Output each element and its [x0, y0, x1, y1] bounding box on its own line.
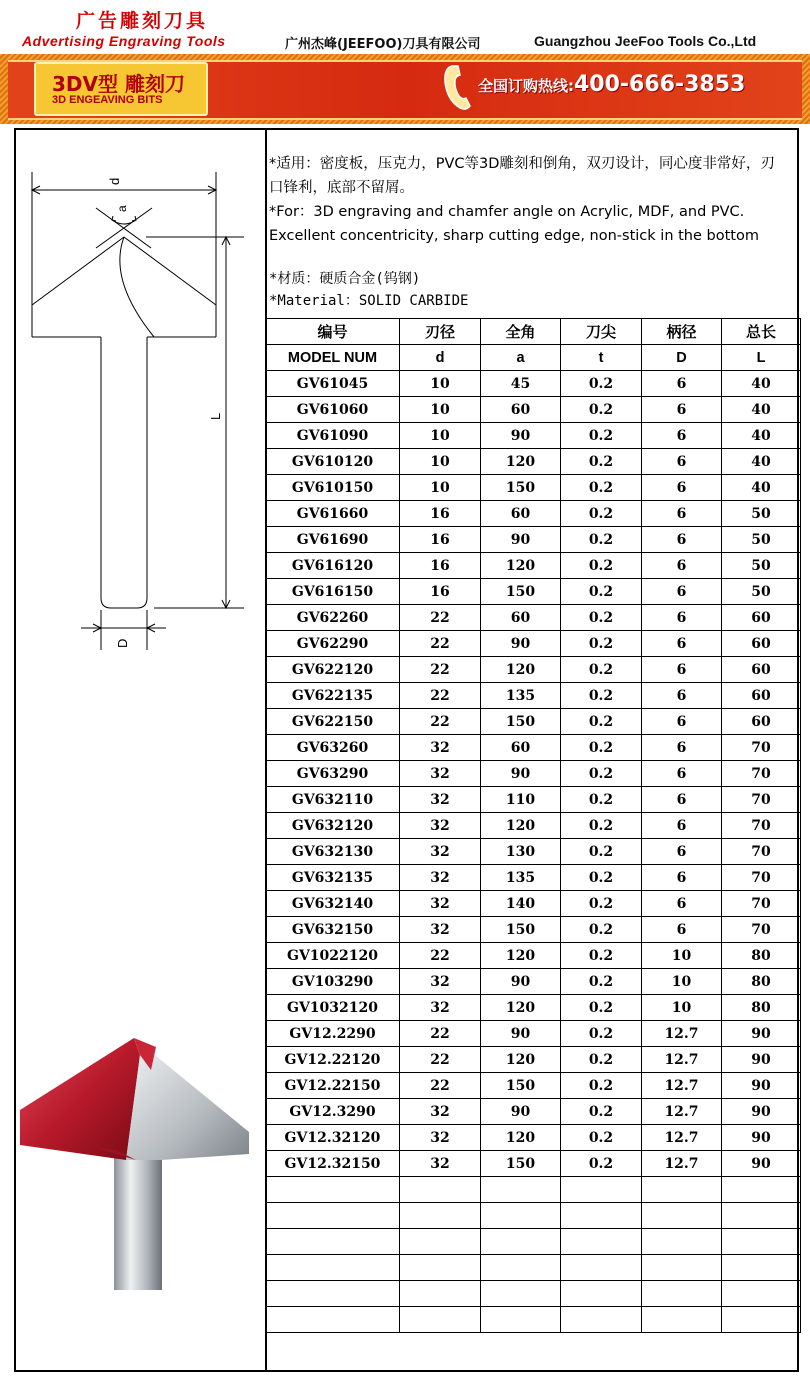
table-cell: 70 [722, 891, 801, 917]
table-row [266, 1021, 801, 1047]
table-row [266, 397, 801, 423]
table-cell: 70 [722, 813, 801, 839]
table-cell [266, 1229, 400, 1255]
table-cell [561, 1255, 642, 1281]
table-cell: 0.2 [561, 527, 642, 553]
table-cell: 0.2 [561, 449, 642, 475]
table-cell: 10 [400, 423, 481, 449]
table-row [266, 1073, 801, 1099]
table-cell: 90 [481, 1021, 561, 1047]
table-cell: GV632140 [266, 891, 400, 917]
table-cell: 120 [481, 813, 561, 839]
table-cell: 6 [642, 475, 722, 501]
table-cell: 80 [722, 943, 801, 969]
table-cell: 0.2 [561, 839, 642, 865]
table-header-cell: 编号 [266, 319, 400, 345]
table-header-cell: D [642, 345, 722, 371]
table-cell: 60 [722, 709, 801, 735]
table-cell: GV622135 [266, 683, 400, 709]
usage-description-en: *For：3D engraving and chamfer angle on Acrylic, MDF, and PVC. Excellent concentricity, sharp cutting edge, non-stick in the bottom [269, 204, 759, 244]
table-cell [642, 1203, 722, 1229]
table-cell: 40 [722, 475, 801, 501]
table-cell [722, 1229, 801, 1255]
table-cell [722, 1255, 801, 1281]
table-cell: 0.2 [561, 1047, 642, 1073]
table-cell: 120 [481, 1125, 561, 1151]
table-cell: 0.2 [561, 969, 642, 995]
table-cell [561, 1281, 642, 1307]
table-cell: GV12.3290 [266, 1099, 400, 1125]
product-photo [16, 910, 265, 1310]
table-cell: 6 [642, 787, 722, 813]
hotline [478, 72, 745, 97]
table-cell: 150 [481, 475, 561, 501]
table-row [266, 995, 801, 1021]
table-cell: 130 [481, 839, 561, 865]
table-cell [642, 1307, 722, 1333]
hotline-number: 400-666-3853 [574, 72, 746, 97]
table-cell: 6 [642, 839, 722, 865]
table-cell: 32 [400, 787, 481, 813]
table-cell: GV616120 [266, 553, 400, 579]
table-cell: 22 [400, 709, 481, 735]
illustration-panel [16, 130, 267, 1370]
table-cell [642, 1255, 722, 1281]
table-cell [561, 1203, 642, 1229]
table-cell: 90 [481, 423, 561, 449]
table-cell [722, 1203, 801, 1229]
table-empty-row [266, 1255, 801, 1281]
table-cell: GV1032120 [266, 995, 400, 1021]
phone-icon [442, 62, 476, 112]
table-cell: 12.7 [642, 1151, 722, 1177]
table-cell [266, 1177, 400, 1203]
table-cell: 80 [722, 969, 801, 995]
table-cell: 0.2 [561, 995, 642, 1021]
table-cell: 10 [400, 397, 481, 423]
table-row [266, 761, 801, 787]
table-cell: 32 [400, 839, 481, 865]
table-cell: 12.7 [642, 1047, 722, 1073]
table-cell: 12.7 [642, 1073, 722, 1099]
table-row [266, 371, 801, 397]
table-cell: GV62290 [266, 631, 400, 657]
table-row [266, 1125, 801, 1151]
table-cell: 120 [481, 995, 561, 1021]
table-cell: 6 [642, 735, 722, 761]
table-cell: 0.2 [561, 683, 642, 709]
table-cell: 6 [642, 553, 722, 579]
table-cell: 90 [722, 1151, 801, 1177]
table-cell: GV61060 [266, 397, 400, 423]
table-cell: 16 [400, 527, 481, 553]
table-cell: 120 [481, 943, 561, 969]
table-cell: GV1022120 [266, 943, 400, 969]
table-cell: 32 [400, 1099, 481, 1125]
table-cell: 6 [642, 631, 722, 657]
table-cell: 0.2 [561, 865, 642, 891]
table-cell: 6 [642, 891, 722, 917]
table-cell: 60 [722, 683, 801, 709]
table-cell: 0.2 [561, 397, 642, 423]
table-header-cell: 刃径 [400, 319, 481, 345]
table-cell: 0.2 [561, 1099, 642, 1125]
table-cell: 16 [400, 553, 481, 579]
table-cell: 45 [481, 371, 561, 397]
table-cell [722, 1307, 801, 1333]
table-cell: 6 [642, 709, 722, 735]
table-row [266, 449, 801, 475]
table-cell [266, 1203, 400, 1229]
table-cell: GV62260 [266, 605, 400, 631]
table-header-cell: 全角 [481, 319, 561, 345]
table-cell: 0.2 [561, 423, 642, 449]
table-cell: GV610120 [266, 449, 400, 475]
table-cell: 10 [400, 475, 481, 501]
product-title-en: 3D ENGEAVING BITS [52, 94, 163, 106]
table-cell: 32 [400, 761, 481, 787]
table-cell: 120 [481, 449, 561, 475]
dimension-label-d: d [107, 177, 122, 185]
table-cell: 10 [400, 449, 481, 475]
table-cell [481, 1203, 561, 1229]
table-cell: 12.7 [642, 1099, 722, 1125]
table-cell: 10 [400, 371, 481, 397]
table-row [266, 1047, 801, 1073]
table-cell: 60 [481, 735, 561, 761]
table-cell [561, 1307, 642, 1333]
table-cell: 90 [722, 1021, 801, 1047]
table-cell: 6 [642, 683, 722, 709]
table-cell: 120 [481, 657, 561, 683]
table-cell: 10 [642, 969, 722, 995]
table-cell: 0.2 [561, 579, 642, 605]
page-header [0, 0, 810, 56]
table-cell: 90 [722, 1125, 801, 1151]
table-cell: 6 [642, 657, 722, 683]
table-cell: GV12.2290 [266, 1021, 400, 1047]
table-cell: 22 [400, 683, 481, 709]
table-cell [642, 1177, 722, 1203]
table-cell: GV12.32120 [266, 1125, 400, 1151]
table-header-row-cn [266, 319, 801, 345]
table-cell [266, 1307, 400, 1333]
material-cn: *材质：硬质合金(钨钢) [269, 271, 421, 287]
table-empty-row [266, 1307, 801, 1333]
table-cell: 150 [481, 917, 561, 943]
table-row [266, 709, 801, 735]
table-cell: 150 [481, 579, 561, 605]
table-cell: 10 [642, 943, 722, 969]
table-cell [481, 1255, 561, 1281]
table-empty-row [266, 1229, 801, 1255]
table-cell: GV632130 [266, 839, 400, 865]
table-cell: 6 [642, 423, 722, 449]
table-empty-row [266, 1203, 801, 1229]
table-cell: 70 [722, 735, 801, 761]
table-cell: 6 [642, 397, 722, 423]
dimension-label-L: L [208, 412, 223, 420]
table-cell [481, 1281, 561, 1307]
table-cell: 50 [722, 553, 801, 579]
table-header-cell: 刀尖 [561, 319, 642, 345]
table-cell: 6 [642, 371, 722, 397]
table-cell: 50 [722, 579, 801, 605]
brand-title-en: Advertising Engraving Tools [22, 33, 226, 49]
product-title-cn: 3DV型 雕刻刀 [52, 72, 185, 96]
table-row [266, 787, 801, 813]
table-cell: 0.2 [561, 1073, 642, 1099]
table-header-cell: d [400, 345, 481, 371]
table-cell: 0.2 [561, 631, 642, 657]
table-cell: 6 [642, 579, 722, 605]
table-cell: GV622120 [266, 657, 400, 683]
table-row [266, 943, 801, 969]
table-cell: GV61090 [266, 423, 400, 449]
table-row [266, 735, 801, 761]
table-cell: 90 [481, 1099, 561, 1125]
technical-diagram [16, 130, 265, 650]
table-cell: 22 [400, 1021, 481, 1047]
table-cell: 60 [481, 397, 561, 423]
table-cell: GV12.22120 [266, 1047, 400, 1073]
table-cell: 32 [400, 813, 481, 839]
table-cell: 0.2 [561, 709, 642, 735]
table-cell: 22 [400, 631, 481, 657]
table-cell: 40 [722, 423, 801, 449]
table-cell: 0.2 [561, 813, 642, 839]
usage-description [269, 152, 789, 248]
table-cell: GV632135 [266, 865, 400, 891]
table-row [266, 1151, 801, 1177]
table-cell [642, 1229, 722, 1255]
table-cell: 70 [722, 865, 801, 891]
table-row [266, 475, 801, 501]
table-cell: 90 [722, 1047, 801, 1073]
table-row [266, 969, 801, 995]
table-cell: 120 [481, 553, 561, 579]
table-cell: 0.2 [561, 917, 642, 943]
table-cell [561, 1177, 642, 1203]
table-cell: 0.2 [561, 891, 642, 917]
table-cell: GV610150 [266, 475, 400, 501]
table-cell: 0.2 [561, 1151, 642, 1177]
table-cell: GV632120 [266, 813, 400, 839]
table-cell: 0.2 [561, 943, 642, 969]
table-cell: GV632150 [266, 917, 400, 943]
table-cell [400, 1203, 481, 1229]
table-row [266, 579, 801, 605]
table-cell: GV103290 [266, 969, 400, 995]
table-cell: 0.2 [561, 553, 642, 579]
table-row [266, 917, 801, 943]
table-cell: 60 [481, 605, 561, 631]
table-cell: 22 [400, 605, 481, 631]
company-name-en: Guangzhou JeeFoo Tools Co.,Ltd [534, 33, 757, 49]
table-cell [481, 1177, 561, 1203]
table-cell [400, 1229, 481, 1255]
table-cell [400, 1255, 481, 1281]
table-cell: 6 [642, 501, 722, 527]
table-cell: 6 [642, 605, 722, 631]
table-cell: 6 [642, 917, 722, 943]
table-cell: 0.2 [561, 657, 642, 683]
table-header-cell: L [722, 345, 801, 371]
table-cell: 150 [481, 709, 561, 735]
table-cell: 50 [722, 527, 801, 553]
table-cell: 70 [722, 761, 801, 787]
company-name-cn: 广州杰峰(JEEFOO)刀具有限公司 [285, 37, 481, 52]
table-cell: 135 [481, 865, 561, 891]
table-cell: 40 [722, 449, 801, 475]
table-cell: 90 [722, 1073, 801, 1099]
table-cell: 60 [481, 501, 561, 527]
table-cell: GV632110 [266, 787, 400, 813]
table-cell: 120 [481, 1047, 561, 1073]
table-cell [722, 1177, 801, 1203]
dimension-label-a: a [115, 205, 129, 212]
table-row [266, 605, 801, 631]
table-cell [400, 1281, 481, 1307]
table-cell: GV63260 [266, 735, 400, 761]
table-cell: 80 [722, 995, 801, 1021]
table-cell: 90 [481, 527, 561, 553]
table-cell: 10 [642, 995, 722, 1021]
product-title-box [34, 62, 208, 116]
table-cell: 90 [481, 969, 561, 995]
table-cell: 22 [400, 1073, 481, 1099]
material-en: *Material：SOLID CARBIDE [269, 293, 469, 309]
table-cell: 16 [400, 501, 481, 527]
dimension-label-D: D [115, 638, 130, 648]
table-cell: 40 [722, 371, 801, 397]
table-cell: 90 [481, 631, 561, 657]
table-cell: 22 [400, 657, 481, 683]
table-cell: 0.2 [561, 1125, 642, 1151]
table-row [266, 657, 801, 683]
table-cell: 32 [400, 969, 481, 995]
table-row [266, 839, 801, 865]
table-cell: 40 [722, 397, 801, 423]
table-header-cell: t [561, 345, 642, 371]
table-row [266, 553, 801, 579]
table-cell: 150 [481, 1073, 561, 1099]
table-cell: 6 [642, 527, 722, 553]
table-header-row-en [266, 345, 801, 371]
brand-title-cn: 广告雕刻刀具 [76, 10, 209, 32]
table-row [266, 865, 801, 891]
table-cell: 6 [642, 865, 722, 891]
table-cell: 32 [400, 865, 481, 891]
table-cell: 32 [400, 735, 481, 761]
table-row [266, 813, 801, 839]
table-cell: 0.2 [561, 735, 642, 761]
table-cell: 60 [722, 605, 801, 631]
table-cell: 0.2 [561, 787, 642, 813]
table-cell: 150 [481, 1151, 561, 1177]
table-empty-row [266, 1177, 801, 1203]
table-cell: 12.7 [642, 1125, 722, 1151]
table-cell: 50 [722, 501, 801, 527]
table-cell [642, 1281, 722, 1307]
table-row [266, 683, 801, 709]
table-cell [481, 1307, 561, 1333]
table-header-cell: 柄径 [642, 319, 722, 345]
table-cell: GV63290 [266, 761, 400, 787]
table-header-cell: 总长 [722, 319, 801, 345]
table-cell: 12.7 [642, 1021, 722, 1047]
table-row [266, 891, 801, 917]
table-row [266, 501, 801, 527]
table-cell: GV12.32150 [266, 1151, 400, 1177]
table-row [266, 527, 801, 553]
table-cell: 6 [642, 761, 722, 787]
table-cell [266, 1255, 400, 1281]
table-cell: 140 [481, 891, 561, 917]
table-cell: 70 [722, 839, 801, 865]
table-cell [722, 1281, 801, 1307]
table-cell [400, 1177, 481, 1203]
table-cell: 32 [400, 891, 481, 917]
table-cell: GV61045 [266, 371, 400, 397]
table-cell: 135 [481, 683, 561, 709]
table-cell: 0.2 [561, 475, 642, 501]
table-cell [561, 1229, 642, 1255]
table-cell: 90 [722, 1099, 801, 1125]
table-cell: 60 [722, 657, 801, 683]
table-cell: 70 [722, 917, 801, 943]
table-cell: 16 [400, 579, 481, 605]
table-cell: GV616150 [266, 579, 400, 605]
table-cell: 0.2 [561, 605, 642, 631]
spec-table [265, 318, 801, 1333]
table-cell: 32 [400, 995, 481, 1021]
table-cell: 32 [400, 1125, 481, 1151]
table-cell: 32 [400, 917, 481, 943]
table-cell: 6 [642, 449, 722, 475]
table-empty-row [266, 1281, 801, 1307]
table-cell [266, 1281, 400, 1307]
table-cell: 32 [400, 1151, 481, 1177]
table-cell: 22 [400, 943, 481, 969]
table-cell: 70 [722, 787, 801, 813]
table-cell: 0.2 [561, 371, 642, 397]
usage-description-cn: *适用：密度板，压克力，PVC等3D雕刻和倒角，双刃设计，同心度非常好，刃口锋利，底部不留屑。 [269, 156, 775, 196]
table-header-cell: a [481, 345, 561, 371]
table-cell: 22 [400, 1047, 481, 1073]
table-cell: 0.2 [561, 761, 642, 787]
table-cell [481, 1229, 561, 1255]
table-cell [400, 1307, 481, 1333]
table-cell: 6 [642, 813, 722, 839]
table-cell: GV61690 [266, 527, 400, 553]
table-row [266, 631, 801, 657]
table-cell: 60 [722, 631, 801, 657]
table-cell: 90 [481, 761, 561, 787]
material-info [269, 268, 468, 312]
table-cell: GV61660 [266, 501, 400, 527]
hotline-label: 全国订购热线: [478, 77, 574, 95]
table-row [266, 423, 801, 449]
table-header-cell: MODEL NUM [266, 345, 400, 371]
table-cell: GV12.22150 [266, 1073, 400, 1099]
table-cell: 0.2 [561, 1021, 642, 1047]
table-cell: GV622150 [266, 709, 400, 735]
table-cell: 110 [481, 787, 561, 813]
table-cell: 0.2 [561, 501, 642, 527]
table-row [266, 1099, 801, 1125]
